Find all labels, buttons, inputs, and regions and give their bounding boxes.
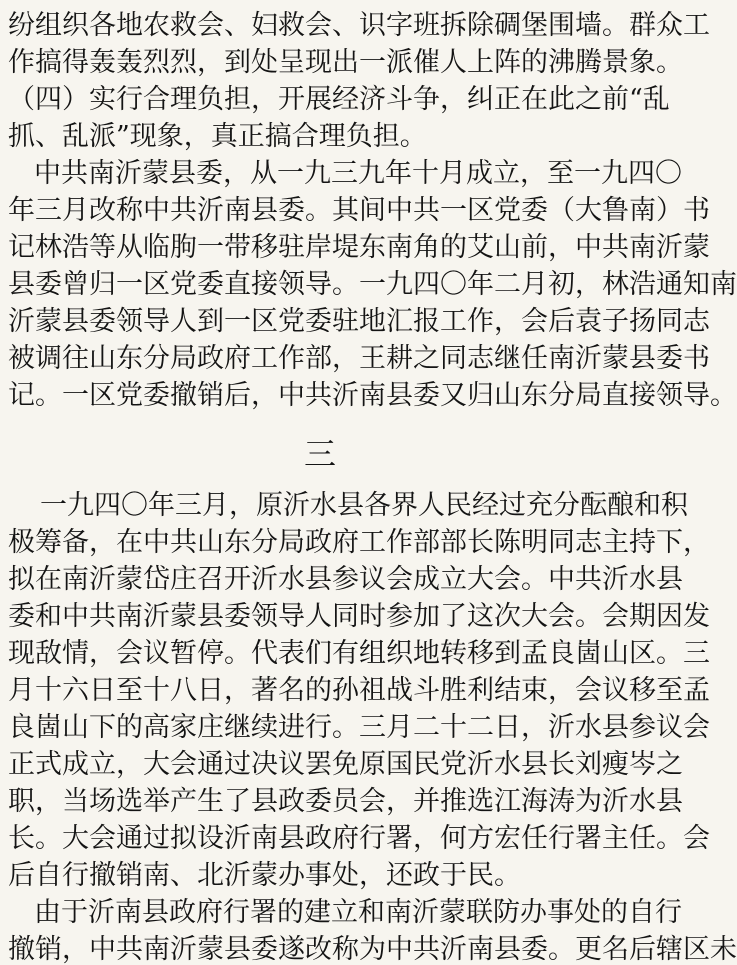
text-line-9: 沂蒙县委领导人到一区党委驻地汇报工作，会后袁子扬同志 xyxy=(8,306,710,337)
text-line-15: 委和中共南沂蒙县委领导人同时参加了这次大会。会期因发 xyxy=(8,601,710,632)
text-line-5: 中共南沂蒙县委，从一九三九年十月成立，至一九四〇 xyxy=(34,158,682,189)
text-line-1: 纷组织各地农救会、妇救会、识字班拆除碉堡围墙。群众工 xyxy=(8,10,710,41)
text-line-20: 职，当场选举产生了县政委员会，并推选江海涛为沂水县 xyxy=(8,786,683,817)
section-heading: 三 xyxy=(303,435,336,473)
text-line-23: 由于沂南县政府行署的建立和南沂蒙联防办事处的自行 xyxy=(34,897,682,928)
text-line-22: 后自行撤销南、北沂蒙办事处，还政于民。 xyxy=(8,860,521,891)
text-line-2: 作搞得轰轰烈烈，到处呈现出一派催人上阵的沸腾景象。 xyxy=(8,47,683,78)
text-line-8: 县委曾归一区党委直接领导。一九四〇年二月初，林浩通知南 xyxy=(8,269,737,300)
text-line-6: 年三月改称中共沂南县委。其间中共一区党委（大鲁南）书 xyxy=(8,195,710,226)
text-line-17: 月十六日至十八日，著名的孙祖战斗胜利结束，会议移至孟 xyxy=(8,675,710,706)
text-line-14: 拟在南沂蒙岱庄召开沂水县参议会成立大会。中共沂水县 xyxy=(8,564,683,595)
text-line-18: 良崮山下的高家庄继续进行。三月二十二日，沂水县参议会 xyxy=(8,712,710,743)
text-line-3: （四）实行合理负担，开展经济斗争，纠正在此之前“乱 xyxy=(8,84,670,115)
text-line-11: 记。一区党委撤销后，中共沂南县委又归山东分局直接领导。 xyxy=(8,380,737,411)
text-line-16: 现敌情，会议暂停。代表们有组织地转移到孟良崮山区。三 xyxy=(8,638,710,669)
text-line-13: 极筹备，在中共山东分局政府工作部部长陈明同志主持下， xyxy=(8,527,710,558)
text-line-21: 长。大会通过拟设沂南县政府行署，何方宏任行署主任。会 xyxy=(8,823,710,854)
text-line-24: 撤销，中共南沂蒙县委遂改称为中共沂南县委。更名后辖区未 xyxy=(8,934,737,965)
text-line-12: 一九四〇年三月，原沂水县各界人民经过充分酝酿和积 xyxy=(40,490,688,521)
text-line-7: 记林浩等从临朐一带移驻岸堤东南角的艾山前，中共南沂蒙 xyxy=(8,232,710,263)
text-line-19: 正式成立，大会通过决议罢免原国民党沂水县长刘瘦岑之 xyxy=(8,749,683,780)
text-line-10: 被调往山东分局政府工作部，王耕之同志继任南沂蒙县委书 xyxy=(8,343,710,374)
text-line-4: 抓、乱派”现象，真正搞合理负担。 xyxy=(8,121,427,152)
